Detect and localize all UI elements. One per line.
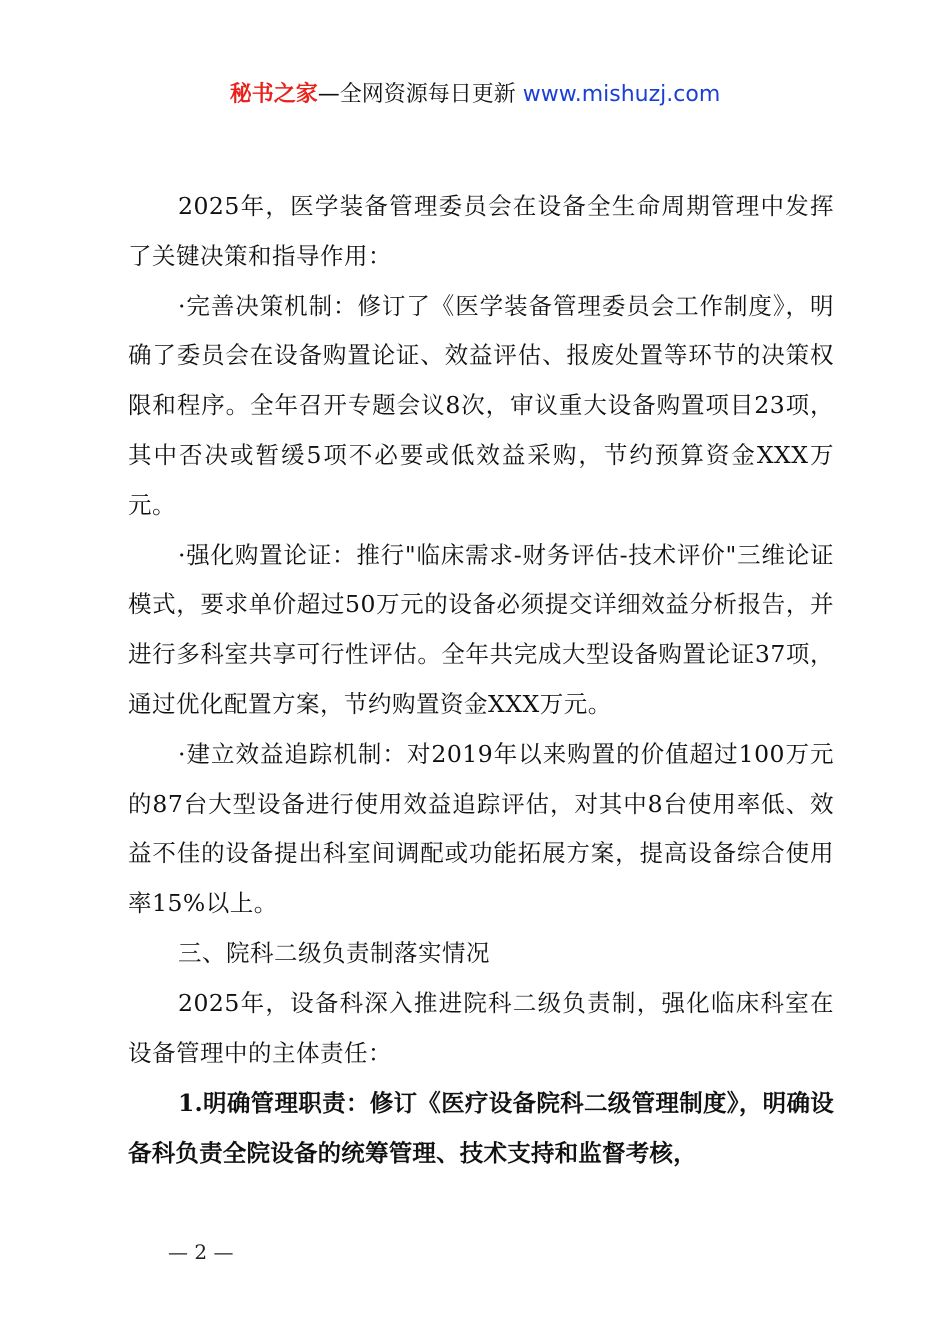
- paragraph-management-duties: 1.明确管理职责：修订《医疗设备院科二级管理制度》，明确设备科负责全院设备的统筹管理、技术支持和监督考核，: [128, 1089, 834, 1168]
- paragraph-section-3-intro: 2025年，设备科深入推进院科二级负责制，强化临床科室在设备管理中的主体责任：: [128, 988, 834, 1067]
- section-heading-3: 三、院科二级负责制落实情况: [178, 938, 490, 967]
- paragraph-intro: 2025年，医学装备管理委员会在设备全生命周期管理中发挥了关键决策和指导作用：: [128, 192, 834, 270]
- site-url-link[interactable]: www.mishuzj.com: [522, 82, 721, 107]
- site-header: [0, 80, 950, 110]
- document-body: [128, 182, 834, 1178]
- paragraph-purchase-evaluation: ·强化购置论证：推行"临床需求-财务评估-技术评价"三维论证模式，要求单价超过50万元的设备必须提交详细效益分析报告，并进行多科室共享可行性评估。全年共完成大型设备购置论证37项，通过优化配置方案，节约购置资金XXX万元。: [128, 540, 834, 718]
- page-number: — 2 —: [168, 1240, 234, 1264]
- paragraph-benefit-tracking: ·建立效益追踪机制：对2019年以来购置的价值超过100万元的87台大型设备进行使用效益追踪评估，对其中8台使用率低、效益不佳的设备提出科室间调配或功能拓展方案，提高设备综合使用率15%以上。: [128, 739, 834, 918]
- site-brand: 秘书之家: [229, 82, 318, 107]
- paragraph-decision-mechanism: ·完善决策机制：修订了《医学装备管理委员会工作制度》，明确了委员会在设备购置论证、效益评估、报废处置等环节的决策权限和程序。全年召开专题会议8次，审议重大设备购置项目23项，其中否决或暂缓5项不必要或低效益采购，节约预算资金XXX万元。: [128, 291, 834, 519]
- site-tagline: —全网资源每日更新: [317, 82, 516, 107]
